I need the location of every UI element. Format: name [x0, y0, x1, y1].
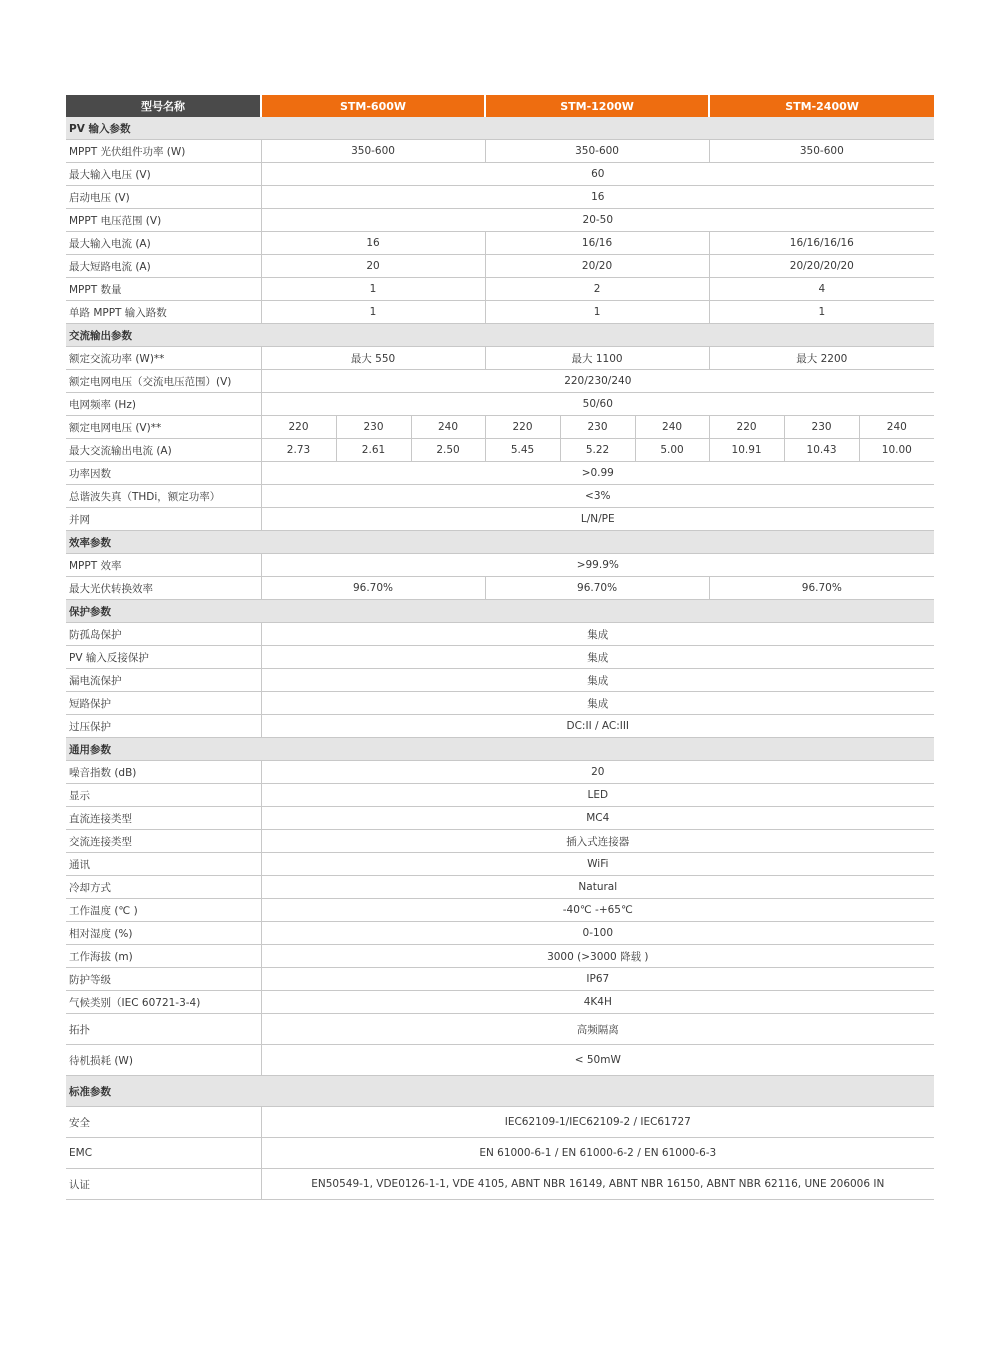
- spec-value: 5.22: [560, 439, 635, 462]
- spec-label: 拓扑: [66, 1014, 261, 1045]
- spec-value: <3%: [261, 485, 934, 508]
- spec-label: 工作海拔 (m): [66, 945, 261, 968]
- spec-value: 2.61: [336, 439, 411, 462]
- spec-row: [66, 393, 934, 416]
- spec-value: EN 61000-6-1 / EN 61000-6-2 / EN 61000-6-3: [261, 1138, 934, 1169]
- spec-label: 最大光伏转换效率: [66, 577, 261, 600]
- spec-row: [66, 370, 934, 393]
- spec-value: 230: [784, 416, 859, 439]
- spec-row: [66, 876, 934, 899]
- spec-row: [66, 577, 934, 600]
- spec-row: [66, 1045, 934, 1076]
- spec-value: 0-100: [261, 922, 934, 945]
- spec-row: [66, 186, 934, 209]
- spec-value: 240: [859, 416, 934, 439]
- spec-value: 240: [635, 416, 709, 439]
- spec-value: 1: [261, 301, 485, 324]
- spec-value: < 50mW: [261, 1045, 934, 1076]
- spec-row: [66, 1169, 934, 1200]
- spec-row: [66, 163, 934, 186]
- spec-row: [66, 922, 934, 945]
- spec-row: [66, 232, 934, 255]
- spec-value: L/N/PE: [261, 508, 934, 531]
- spec-value: DC:II / AC:III: [261, 715, 934, 738]
- spec-value: 350-600: [709, 140, 934, 163]
- spec-value: 60: [261, 163, 934, 186]
- spec-label: 功率因数: [66, 462, 261, 485]
- spec-value: 16/16/16/16: [709, 232, 934, 255]
- spec-label: 漏电流保护: [66, 669, 261, 692]
- spec-value: MC4: [261, 807, 934, 830]
- section-title: 保护参数: [66, 600, 934, 623]
- spec-label: 额定交流功率 (W)**: [66, 347, 261, 370]
- spec-row: [66, 209, 934, 232]
- spec-label: 最大输入电压 (V): [66, 163, 261, 186]
- spec-value: 集成: [261, 646, 934, 669]
- spec-value: 5.45: [485, 439, 560, 462]
- spec-value: 插入式连接器: [261, 830, 934, 853]
- header-row: [66, 95, 934, 117]
- spec-label: 相对湿度 (%): [66, 922, 261, 945]
- spec-value: 4: [709, 278, 934, 301]
- spec-label: MPPT 效率: [66, 554, 261, 577]
- spec-value: 1: [261, 278, 485, 301]
- spec-value: 350-600: [261, 140, 485, 163]
- spec-value: 50/60: [261, 393, 934, 416]
- spec-value: 2.73: [261, 439, 336, 462]
- spec-value: 20: [261, 761, 934, 784]
- section-header-row: [66, 531, 934, 554]
- spec-value: 230: [336, 416, 411, 439]
- section-title: 效率参数: [66, 531, 934, 554]
- spec-value: 220: [261, 416, 336, 439]
- spec-row: [66, 462, 934, 485]
- spec-label: 额定电网电压 (V)**: [66, 416, 261, 439]
- spec-row: [66, 899, 934, 922]
- spec-value: 240: [411, 416, 485, 439]
- section-header-row: [66, 1076, 934, 1107]
- spec-value: 230: [560, 416, 635, 439]
- spec-value: 20: [261, 255, 485, 278]
- spec-label: 显示: [66, 784, 261, 807]
- spec-value: 集成: [261, 669, 934, 692]
- spec-label: 认证: [66, 1169, 261, 1200]
- spec-row: [66, 761, 934, 784]
- spec-label: 最大交流输出电流 (A): [66, 439, 261, 462]
- spec-row: [66, 485, 934, 508]
- section-title: PV 输入参数: [66, 117, 934, 140]
- spec-value: -40℃ -+65℃: [261, 899, 934, 922]
- spec-label: MPPT 电压范围 (V): [66, 209, 261, 232]
- spec-value: 2.50: [411, 439, 485, 462]
- section-header-row: [66, 738, 934, 761]
- spec-value: 220: [709, 416, 784, 439]
- spec-label: 防孤岛保护: [66, 623, 261, 646]
- spec-value: 96.70%: [709, 577, 934, 600]
- spec-value: 16/16: [485, 232, 709, 255]
- spec-label: 额定电网电压（交流电压范围）(V): [66, 370, 261, 393]
- spec-value: 20/20/20/20: [709, 255, 934, 278]
- header-model-1200w: STM-1200W: [485, 95, 709, 117]
- spec-row: [66, 669, 934, 692]
- spec-label: 最大短路电流 (A): [66, 255, 261, 278]
- spec-value: LED: [261, 784, 934, 807]
- spec-value: 3000 (>3000 降载 ): [261, 945, 934, 968]
- section-header-row: [66, 324, 934, 347]
- section-header-row: [66, 600, 934, 623]
- spec-row: [66, 945, 934, 968]
- spec-row: [66, 784, 934, 807]
- header-model-600w: STM-600W: [261, 95, 485, 117]
- spec-value: 20-50: [261, 209, 934, 232]
- spec-row: [66, 278, 934, 301]
- section-header-row: [66, 117, 934, 140]
- spec-value: 4K4H: [261, 991, 934, 1014]
- spec-row: [66, 140, 934, 163]
- spec-row: [66, 715, 934, 738]
- spec-value: 96.70%: [261, 577, 485, 600]
- spec-row: [66, 1138, 934, 1169]
- spec-label: MPPT 光伏组件功率 (W): [66, 140, 261, 163]
- spec-row: [66, 554, 934, 577]
- spec-value: 最大 1100: [485, 347, 709, 370]
- spec-label: 总谐波失真（THDi，额定功率）: [66, 485, 261, 508]
- spec-value: 集成: [261, 692, 934, 715]
- spec-value: 16: [261, 232, 485, 255]
- spec-value: WiFi: [261, 853, 934, 876]
- spec-row: [66, 508, 934, 531]
- spec-value: >0.99: [261, 462, 934, 485]
- section-title: 交流输出参数: [66, 324, 934, 347]
- spec-row: [66, 830, 934, 853]
- spec-value: 96.70%: [485, 577, 709, 600]
- spec-label: 待机损耗 (W): [66, 1045, 261, 1076]
- spec-label: 噪音指数 (dB): [66, 761, 261, 784]
- spec-table: [66, 95, 934, 1200]
- spec-label: 冷却方式: [66, 876, 261, 899]
- spec-row: [66, 347, 934, 370]
- spec-value: 高频隔离: [261, 1014, 934, 1045]
- spec-label: 过压保护: [66, 715, 261, 738]
- spec-value: 10.91: [709, 439, 784, 462]
- spec-label: MPPT 数量: [66, 278, 261, 301]
- spec-row: [66, 301, 934, 324]
- spec-label: 安全: [66, 1107, 261, 1138]
- spec-value: 集成: [261, 623, 934, 646]
- spec-row: [66, 991, 934, 1014]
- header-model-name: 型号名称: [66, 95, 261, 117]
- spec-label: 最大输入电流 (A): [66, 232, 261, 255]
- spec-row: [66, 439, 934, 462]
- spec-label: 防护等级: [66, 968, 261, 991]
- spec-row: [66, 623, 934, 646]
- spec-row: [66, 1014, 934, 1045]
- spec-value: 20/20: [485, 255, 709, 278]
- section-title: 通用参数: [66, 738, 934, 761]
- spec-label: 电网频率 (Hz): [66, 393, 261, 416]
- spec-row: [66, 1107, 934, 1138]
- spec-row: [66, 255, 934, 278]
- spec-row: [66, 692, 934, 715]
- spec-value: EN50549-1, VDE0126-1-1, VDE 4105, ABNT NBR 16149, ABNT NBR 16150, ABNT NBR 62116, UNE 206006 IN: [261, 1169, 934, 1200]
- spec-value: IEC62109-1/IEC62109-2 / IEC61727: [261, 1107, 934, 1138]
- spec-label: 气候类别（IEC 60721-3-4): [66, 991, 261, 1014]
- spec-value: 最大 550: [261, 347, 485, 370]
- spec-value: 220: [485, 416, 560, 439]
- spec-value: 最大 2200: [709, 347, 934, 370]
- spec-label: 启动电压 (V): [66, 186, 261, 209]
- spec-label: 通讯: [66, 853, 261, 876]
- spec-value: 2: [485, 278, 709, 301]
- spec-body: [66, 117, 934, 1200]
- spec-row: [66, 807, 934, 830]
- spec-row: [66, 416, 934, 439]
- spec-value: Natural: [261, 876, 934, 899]
- spec-value: 10.00: [859, 439, 934, 462]
- spec-value: 350-600: [485, 140, 709, 163]
- spec-row: [66, 853, 934, 876]
- spec-label: 单路 MPPT 输入路数: [66, 301, 261, 324]
- spec-value: 1: [485, 301, 709, 324]
- spec-value: 220/230/240: [261, 370, 934, 393]
- spec-value: 10.43: [784, 439, 859, 462]
- spec-label: 短路保护: [66, 692, 261, 715]
- spec-row: [66, 646, 934, 669]
- spec-label: PV 输入反接保护: [66, 646, 261, 669]
- spec-value: 1: [709, 301, 934, 324]
- spec-label: 交流连接类型: [66, 830, 261, 853]
- section-title: 标准参数: [66, 1076, 934, 1107]
- spec-label: EMC: [66, 1138, 261, 1169]
- spec-label: 并网: [66, 508, 261, 531]
- spec-label: 工作温度 (℃ ): [66, 899, 261, 922]
- spec-row: [66, 968, 934, 991]
- spec-value: 5.00: [635, 439, 709, 462]
- spec-value: IP67: [261, 968, 934, 991]
- header-model-2400w: STM-2400W: [709, 95, 934, 117]
- spec-value: >99.9%: [261, 554, 934, 577]
- spec-value: 16: [261, 186, 934, 209]
- spec-label: 直流连接类型: [66, 807, 261, 830]
